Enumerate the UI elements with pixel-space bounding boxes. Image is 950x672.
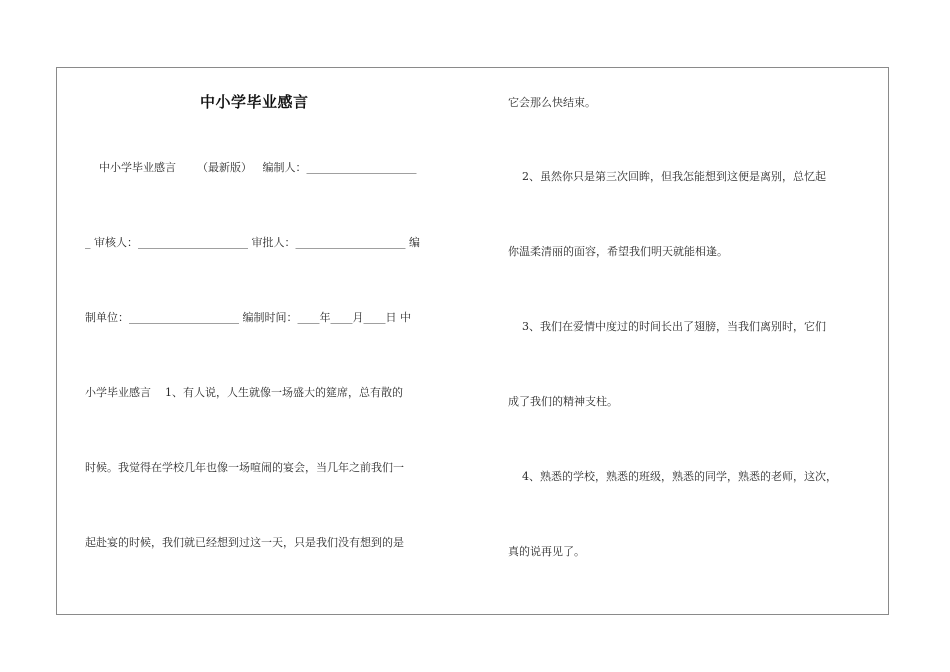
right-line-7: 真的说再见了。 [508,545,585,558]
left-line-3: 制单位：____________________ 编制时间：____年____月____日 中 [85,311,411,324]
page-frame [56,67,889,615]
right-line-1: 它会那么快结束。 [508,96,596,109]
right-line-4: 3、我们在爱情中度过的时间长出了翅膀，当我们离别时，它们 [508,320,826,333]
left-line-6: 起赴宴的时候，我们就已经想到过这一天，只是我们没有想到的是 [85,536,404,549]
right-line-3: 你温柔清丽的面容，希望我们明天就能相逢。 [508,245,728,258]
right-line-6: 4、熟悉的学校，熟悉的班级，熟悉的同学，熟悉的老师，这次， [508,470,837,483]
right-line-5: 成了我们的精神支柱。 [508,395,618,408]
document-title: 中小学毕业感言 [200,93,309,111]
left-line-4: 小学毕业感言 1、有人说，人生就像一场盛大的筵席，总有散的 [85,386,403,399]
left-line-1: 中小学毕业感言 （最新版） 编制人：____________________ [85,161,417,174]
left-line-2: _ 审核人：____________________ 审批人：____________________ 编 [85,236,420,249]
left-line-5: 时候。我觉得在学校几年也像一场喧闹的宴会，当几年之前我们一 [85,461,404,474]
right-line-2: 2、虽然你只是第三次回眸，但我怎能想到这便是离别，总忆起 [508,170,826,183]
